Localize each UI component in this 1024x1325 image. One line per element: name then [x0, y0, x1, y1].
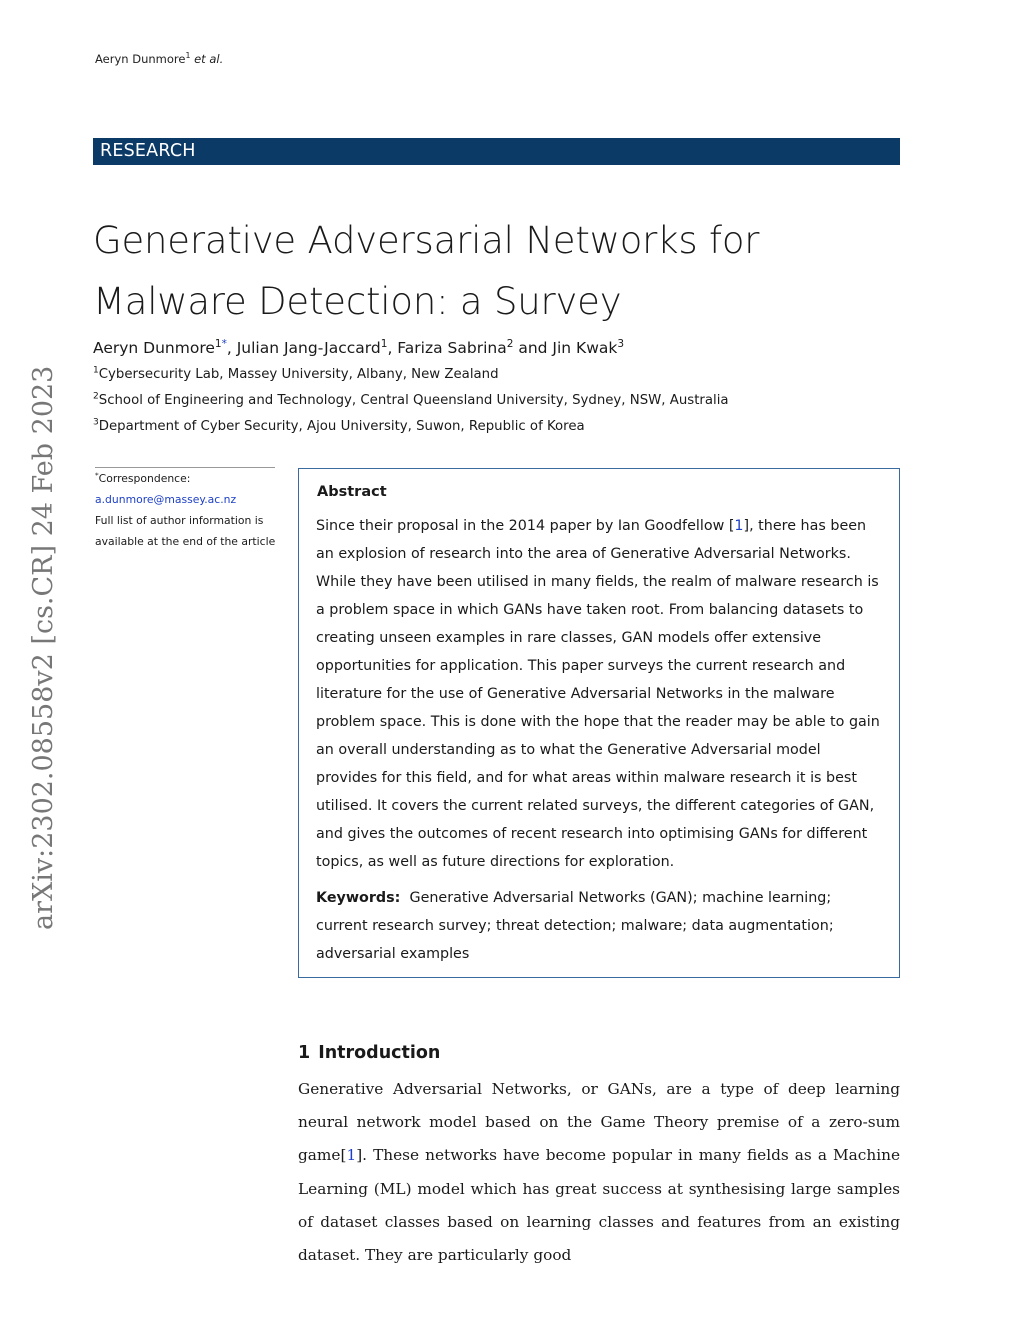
author-list: [93, 339, 624, 357]
affiliation-number: 1: [93, 365, 99, 376]
author-affiliation-sup: 2: [506, 337, 514, 350]
section-heading: [298, 1043, 440, 1063]
citation-link[interactable]: 1: [734, 518, 744, 534]
affiliation-number: 2: [93, 391, 99, 402]
author-info-note: Full list of author information is: [95, 514, 264, 527]
affiliation-text: Department of Cyber Security, Ajou University, Suwon, Republic of Korea: [98, 419, 585, 434]
author-affiliation-sup: 1: [380, 337, 388, 350]
author-name: Aeryn Dunmore: [93, 339, 215, 357]
corresponding-author-link[interactable]: *: [221, 337, 227, 350]
abstract-text: Since their proposal in the 2014 paper by Ian Goodfellow [1], there has been an explosion of research into the area of Generative Adversarial Networks. While they have been utilised in many fields, the realm of malware research is a problem space in which GANs have taken root. From balancing datasets to creating unseen examples in rare classes, GAN models offer extensive opportunities for application. This paper surveys the current research and literature for the use of Generative Adversarial Networks in the malware problem space. This is done with the hope that the reader may be able to gain an overall understanding as to what the Generative Adversarial model provides for this field, and for what areas within malware research it is best utilised. It covers the current related surveys, the different categories of GAN, and gives the outcomes of recent research into optimising GANs for different topics, as well as future directions for exploration.: [316, 518, 880, 870]
paper-title: Generative Adversarial Networks for Malware Detection: a Survey: [93, 219, 760, 323]
correspondence-star: *: [95, 470, 99, 480]
author-affiliation-sup: 3: [617, 337, 625, 350]
running-head-author: Aeryn Dunmore: [95, 52, 186, 66]
keywords-label: Keywords:: [316, 890, 401, 906]
affiliation: [93, 419, 585, 434]
running-head-etal: et al.: [194, 52, 224, 66]
author-name: , Julian Jang-Jaccard: [226, 339, 381, 357]
section-number: 1: [298, 1043, 311, 1063]
affiliation: [93, 367, 499, 382]
affiliation-text: School of Engineering and Technology, Central Queensland University, Sydney, NSW, Australia: [98, 393, 729, 408]
correspondence-email-link[interactable]: a.dunmore@massey.ac.nz: [95, 493, 237, 506]
correspondence-divider: [95, 467, 275, 468]
section-title: Introduction: [318, 1043, 441, 1063]
correspondence-label: *Correspondence:: [95, 470, 191, 485]
author-name: and Jin Kwak: [513, 339, 618, 357]
arxiv-identifier[interactable]: arXiv:2302.08558v2 [cs.CR] 24 Feb 2023: [28, 365, 59, 930]
keywords-list: Generative Adversarial Networks (GAN); machine learning; current research survey; threat detection; malware; data augmentation; adversarial examples: [316, 890, 834, 962]
affiliation-number: 3: [93, 417, 99, 428]
citation-link[interactable]: 1: [346, 1146, 357, 1165]
section-label: RESEARCH: [100, 141, 196, 161]
section-bar: [93, 138, 900, 165]
affiliation: [93, 393, 729, 408]
running-head-sup: 1: [185, 51, 191, 61]
author-name: , Fariza Sabrina: [387, 339, 507, 357]
author-affiliation-sup: 1*: [214, 337, 227, 350]
author-info-note: available at the end of the article: [95, 535, 276, 548]
affiliation-text: Cybersecurity Lab, Massey University, Albany, New Zealand: [98, 367, 499, 382]
running-head: [95, 52, 223, 66]
body-paragraph: Generative Adversarial Networks, or GANs, are a type of deep learning neural network model based on the Game Theory premise of a zero-sum game[1]. These networks have become popular in many fields as a Machine Learning (ML) model which has great success at synthesising large samples of dataset classes based on learning classes and features from an existing dataset. They are particularly good: [298, 1080, 900, 1265]
keywords: [316, 884, 886, 968]
abstract-heading: Abstract: [317, 484, 387, 500]
